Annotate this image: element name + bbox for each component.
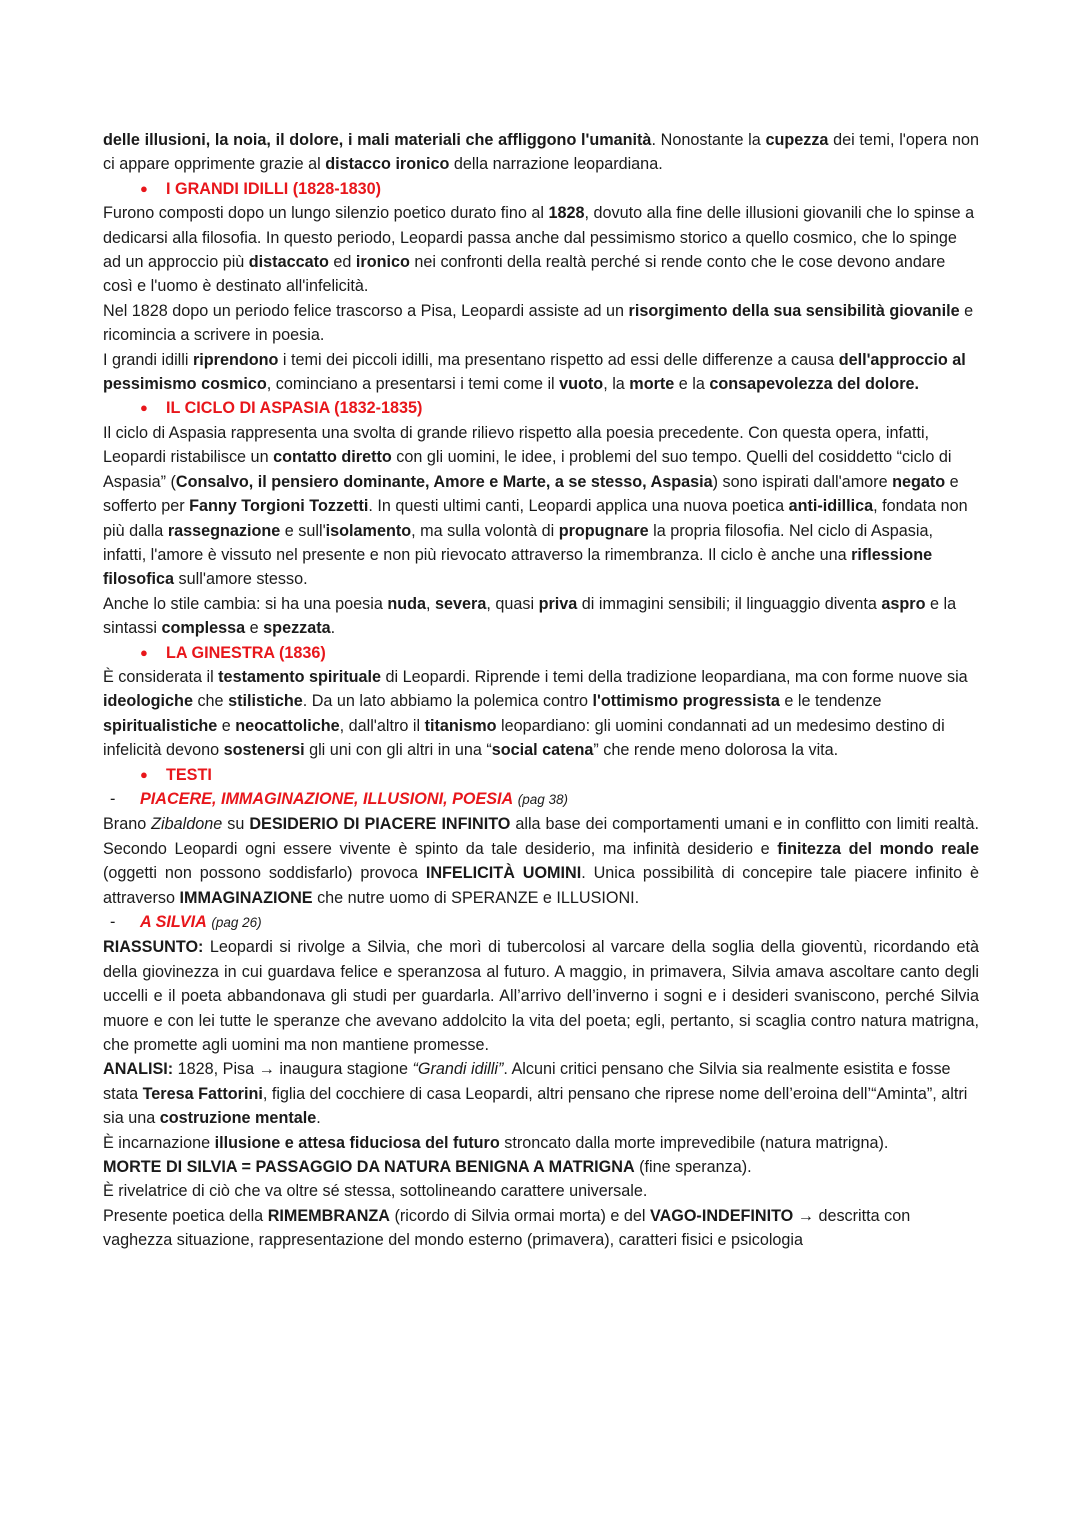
- text-run: e: [245, 619, 264, 638]
- text-run: dei temi, l'opera non ci appare opprimente grazie al: [103, 131, 980, 174]
- text-run: .: [330, 619, 336, 638]
- text-run: . Da un lato abbiamo la polemica contro: [302, 692, 593, 711]
- text-run: i temi dei piccoli idilli, ma presentano rispetto ad essi delle differenze a causa: [278, 350, 839, 369]
- text-run: e sofferto per: [103, 472, 959, 516]
- text-run: È rivelatrice di ciò che va oltre sé stessa, sottolineando carattere universale.: [103, 1182, 648, 1201]
- bold-text: INFELICITÀ UOMINI: [425, 864, 582, 883]
- bold-text: sostenersi: [223, 741, 305, 760]
- text-run: e: [217, 716, 236, 735]
- text-run: , dall'altro il: [339, 716, 425, 735]
- text-run: ed: [328, 253, 356, 272]
- bold-text: riflessione filosofica: [103, 545, 933, 589]
- section-heading-ciclo-aspasia: ● IL CICLO DI ASPASIA (1832-1835): [103, 396, 979, 420]
- italic-text: Zibaldone: [151, 815, 223, 834]
- paragraph: [103, 299, 979, 348]
- text-run: È incarnazione: [103, 1133, 215, 1152]
- text-run: .: [316, 1109, 321, 1128]
- bold-text: illusione e attesa fiduciosa del futuro: [214, 1133, 500, 1152]
- text-run: di immagini sensibili; il linguaggio diventa: [577, 594, 882, 613]
- bold-text: Fanny Torgioni Tozzetti: [189, 497, 369, 516]
- paragraph: [103, 1179, 979, 1203]
- bold-text: ANALISI:: [103, 1060, 174, 1079]
- text-run: 1828, Pisa → inaugura stagione: [173, 1060, 413, 1079]
- bold-text: testamento spirituale: [218, 667, 381, 686]
- bold-text: distaccato: [248, 253, 329, 272]
- text-run: e la: [674, 375, 710, 394]
- bold-text: aspro: [881, 594, 926, 613]
- bold-text: spiritualistiche: [103, 716, 218, 735]
- paragraph: [103, 421, 979, 592]
- bold-text: spezzata: [263, 619, 331, 638]
- text-title: PIACERE, IMMAGINAZIONE, ILLUSIONI, POESIA: [140, 789, 514, 808]
- bold-text: costruzione mentale: [159, 1109, 317, 1128]
- bold-text: consapevolezza del dolore.: [709, 375, 919, 394]
- text-run: che nutre uomo di SPERANZE e ILLUSIONI.: [312, 888, 640, 907]
- section-heading-testi: ● TESTI: [103, 763, 979, 787]
- bold-text: cupezza: [765, 131, 829, 149]
- bold-text: DESIDERIO DI PIACERE INFINITO: [249, 815, 511, 834]
- text-run: , la: [603, 375, 630, 394]
- paragraph: [103, 665, 979, 763]
- bold-text: severa: [435, 594, 487, 613]
- text-run: di Leopardi. Riprende i temi della tradizione leopardiana, ma con forme nuove sia: [381, 667, 968, 686]
- bold-text: finitezza del mondo reale: [777, 839, 979, 858]
- page-reference: (pag 26): [211, 915, 262, 930]
- text-title-a-silvia: [103, 910, 979, 935]
- text-run: (ricordo di Silvia ormai morta) e del: [389, 1206, 650, 1225]
- text-run: → descritta con vaghezza situazione, rappresentazione del mondo esterno (primavera), caratteri fisici e psicologia: [103, 1206, 911, 1250]
- bold-text: ironico: [355, 253, 410, 272]
- text-run: e la sintassi: [103, 594, 957, 638]
- text-run: . Unica possibilità di concepire tale piacere infinito è attraverso: [103, 864, 979, 907]
- section-heading-ginestra: ● LA GINESTRA (1836): [103, 641, 979, 665]
- text-title: A SILVIA: [140, 913, 207, 931]
- paragraph: [103, 1131, 979, 1155]
- text-run: e le tendenze: [779, 692, 882, 711]
- text-run: Furono composti dopo un lungo silenzio poetico durato fino al: [103, 204, 549, 223]
- bold-text: IMMAGINAZIONE: [179, 888, 313, 907]
- text-run: gli uni con gli altri in una “: [304, 741, 492, 760]
- text-title-piacere: [103, 787, 979, 812]
- bold-text: MORTE DI SILVIA = PASSAGGIO DA NATURA BENIGNA A MATRIGNA: [103, 1158, 635, 1177]
- text-run: ) sono ispirati dall'amore: [712, 472, 893, 491]
- text-run: sull'amore stesso.: [174, 570, 308, 589]
- text-run: Nel 1828 dopo un periodo felice trascorso a Pisa, Leopardi assiste ad un: [103, 301, 629, 320]
- text-run: È considerata il: [103, 667, 219, 686]
- text-run: Leopardi si rivolge a Silvia, che morì di tubercolosi al varcare della soglia della gioventù, ricordando età della giovinezza in cui guardava felice e speranzosa al futuro. A maggio, in primavera, Silvia amava ascoltare canto degli uccelli e il poeta abbandonava gli studi per guardarla. All’arrivo dell’inverno i sogni e i desideri svaniscono, perché Silvia muore e con lei tutte le speranze che avevano addolcito la vita del poeta; egli, pertanto, si scaglia contro natura matrigna, che promette agli uomini ma non mantiene promesse.: [103, 938, 979, 1055]
- bold-text: social catena: [491, 741, 594, 760]
- intro-paragraph: [103, 128, 979, 177]
- bold-text: isolamento: [325, 521, 412, 540]
- text-run: , quasi: [486, 594, 539, 613]
- text-run: I grandi idilli: [103, 350, 193, 369]
- text-run: con gli uomini, le idee, i problemi del suo tempo. Quelli del cosiddetto “ciclo di Aspasia” (: [103, 448, 952, 491]
- bold-text: neocattoliche: [235, 716, 340, 735]
- text-run: e sull': [280, 521, 326, 540]
- text-run: , figlia del cocchiere di casa Leopardi, altri pensano che riprese nome dell’eroina dell’“Aminta”, altri sia una: [103, 1084, 968, 1128]
- text-run: e ricomincia a scrivere in poesia.: [103, 301, 974, 345]
- bold-text: nuda: [387, 594, 427, 613]
- paragraph: [103, 348, 979, 397]
- bold-text: anti-idillica: [788, 497, 874, 516]
- paragraph: [103, 1155, 979, 1179]
- bold-text: risorgimento della sua sensibilità giovanile: [628, 301, 960, 320]
- bold-text: VAGO-INDEFINITO: [649, 1206, 794, 1225]
- bold-text: 1828: [548, 204, 585, 223]
- text-run: della narrazione leopardiana.: [449, 155, 663, 174]
- document-page: [103, 128, 979, 1253]
- bold-text: l'ottimismo progressista: [592, 692, 780, 711]
- text-run: che: [192, 692, 229, 711]
- text-run: nei confronti della realtà perché si rende conto che le cose devono andare così e l'uomo è destinato all'infelicità.: [103, 253, 946, 296]
- text-run: alla base dei comportamenti umani e in conflitto con limiti realtà. Secondo Leopardi ogni essere vivente è spinto da tale desiderio, ma infinità desiderio e: [103, 815, 979, 858]
- italic-text: “Grandi idilli”: [412, 1060, 504, 1079]
- text-run: , cominciano a presentarsi i temi come il: [266, 375, 560, 394]
- bold-text: negato: [892, 472, 946, 491]
- bold-text: morte: [629, 375, 675, 394]
- bold-text: rassegnazione: [167, 521, 281, 540]
- text-run: Il ciclo di Aspasia rappresenta una svolta di grande rilievo rispetto alla poesia precedente. Con questa opera, infatti, Leopardi ristabilisce un: [103, 423, 930, 467]
- bold-text: complessa: [161, 619, 246, 638]
- text-run: . Nonostante la: [651, 131, 766, 149]
- text-run: . Alcuni critici pensano che Silvia sia realmente esistita e fosse stata: [103, 1060, 951, 1103]
- analisi-paragraph: [103, 1057, 979, 1130]
- bold-text: Teresa Fattorini: [142, 1084, 263, 1103]
- riassunto-paragraph: [103, 935, 979, 1057]
- bold-text: riprendono: [192, 350, 279, 369]
- text-run: (oggetti non possono soddisfarlo) provoca: [103, 864, 426, 883]
- bold-text: vuoto: [559, 375, 604, 394]
- text-run: ,: [426, 594, 436, 613]
- bold-text: RIMEMBRANZA: [267, 1206, 390, 1225]
- bold-text: contatto diretto: [273, 448, 392, 467]
- paragraph: [103, 812, 979, 910]
- bold-text: propugnare: [558, 521, 649, 540]
- text-run: Presente poetica della: [103, 1206, 268, 1225]
- text-run: , dovuto alla fine delle illusioni giovanili che lo spinse a dedicarsi alla filosofia. In questo periodo, Leopardi passa anche dal pessimismo storico a quello cosmico, che lo spinge ad un approccio più: [103, 204, 975, 272]
- section-heading-grandi-idilli: ● I GRANDI IDILLI (1828-1830): [103, 177, 979, 201]
- bold-text: titanismo: [424, 716, 497, 735]
- bold-text: stilistiche: [228, 692, 303, 711]
- bold-text: priva: [538, 594, 578, 613]
- text-run: la propria filosofia. Nel ciclo di Aspasia, infatti, l'amore è vissuto nel presente e non più rievocato attraverso la rimembranza. Il ciclo è anche una: [103, 521, 933, 564]
- bold-text: Consalvo, il pensiero dominante, Amore e Marte, a se stesso, Aspasia: [175, 472, 713, 491]
- paragraph: [103, 592, 979, 641]
- text-run: stroncato dalla morte imprevedibile (natura matrigna).: [499, 1133, 889, 1152]
- bold-text: delle illusioni, la noia, il dolore, i mali materiali che affliggono l'umanità: [103, 131, 652, 149]
- text-run: leopardiano: gli uomini condannati ad un medesimo destino di infelicità devono: [103, 716, 945, 760]
- text-run: su: [222, 815, 250, 834]
- text-run: Brano: [103, 815, 152, 834]
- bold-text: distacco ironico: [325, 155, 450, 174]
- text-run: (fine speranza).: [634, 1158, 752, 1177]
- paragraph: [103, 201, 979, 299]
- text-run: ” che rende meno dolorosa la vita.: [593, 741, 839, 760]
- text-run: . In questi ultimi canti, Leopardi applica una nuova poetica: [368, 497, 789, 516]
- page-reference: (pag 38): [517, 791, 569, 807]
- bold-text: RIASSUNTO:: [103, 938, 204, 957]
- text-run: , fondata non più dalla: [103, 497, 968, 540]
- paragraph: [103, 1204, 979, 1253]
- bold-text: ideologiche: [103, 692, 193, 711]
- bold-text: dell'approccio al pessimismo cosmico: [103, 350, 966, 394]
- text-run: , ma sulla volontà di: [411, 521, 559, 540]
- text-run: Anche lo stile cambia: si ha una poesia: [103, 594, 388, 613]
